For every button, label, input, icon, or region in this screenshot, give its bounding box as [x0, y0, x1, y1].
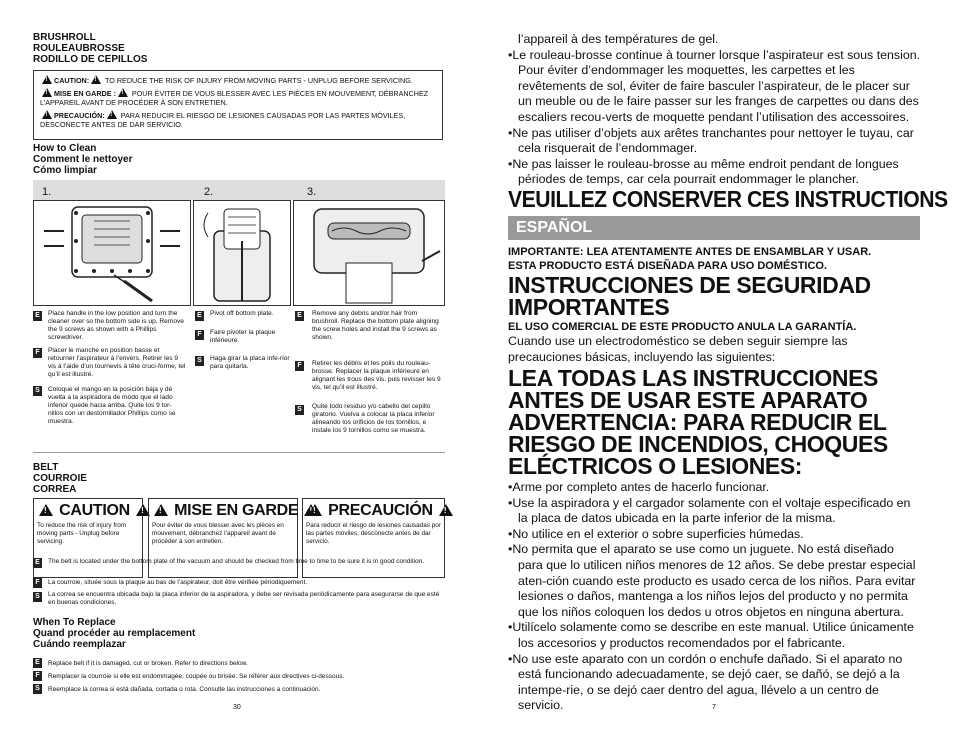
illustration-step-3 [293, 200, 445, 306]
step2-text-en: Pivot off bottom plate. [210, 310, 274, 317]
lang-badge-s: S [33, 592, 42, 602]
precaucion-warning-text: Para reducir el riesgo de lesiones causadas por las partes móviles, desconecte antes de dar servicio. [306, 522, 441, 545]
precaucion-warning-box [302, 498, 445, 578]
warning-icon [118, 88, 128, 97]
belt-text-en: The belt is located under the bottom plate of the vacuum and should be checked from time to time to be sure it is in good condition. [48, 558, 425, 565]
belt-heading [33, 462, 87, 495]
step3-text-es: Quite todo residuo y/o cabello del cepillo giratorio. Vuelva a colocar la placa inferior alineando los orificios de los tornillos, e instale los 9 tornillos como se muestra. [312, 403, 435, 434]
fr-bullet: •Le rouleau-brosse continue à tourner lorsque l’aspirateur est sous tension. Pour éviter d’endommager les moquettes, les carpettes et les revêtements de sol, éviter de faire basculer l’aspirateur, de le placer sur un meuble ou de le faire passer sur les franges de carpettes ou dans des escaliers recou-verts de moquette pendant l’utilisation des accessoires. [508, 47, 921, 124]
fr-bullet-text: Ne pas utiliser d’objets aux arêtes tranchantes pour nettoyer le tuyau, car cela risquerait de l’endommager. [512, 125, 914, 156]
caution-warning-text: To reduce the risk of injury from moving parts - Unplug before servicing. [37, 522, 127, 545]
warning-icon [42, 110, 52, 119]
warning-icon [42, 88, 52, 97]
warning-icon [107, 110, 117, 119]
lang-badge-s: S [33, 684, 42, 694]
caution-title-text: CAUTION [59, 502, 130, 519]
divider [33, 452, 445, 453]
brushroll-heading-es: RODILLO DE CEPILLOS [33, 54, 148, 65]
belt-heading-en: BELT [33, 462, 59, 473]
belt-heading-es: CORREA [33, 484, 77, 495]
replace-text-fr: Remplacer la courroie si elle est endommagée, coupée ou brisée. Se référer aux directives ci-dessous. [48, 673, 345, 680]
precaucion-text: PARA REDUCIR EL RIESGO DE LESIONES CAUSADAS POR LAS PARTES MÓVILES, DESCONECTE ANTES DE DAR SERVICIO. [40, 110, 406, 129]
es-bullet-text: Utilícelo solamente como se describe en este manual. Utilice únicamente los accesorios y productos recomendados por el fabricante. [512, 620, 914, 650]
keep-instructions-heading: VEUILLEZ CONSERVER CES INSTRUCTIONS [508, 186, 948, 212]
lang-badge-e: E [195, 311, 204, 321]
advertencia-heading: ADVERTENCIA: PARA REDUCIR EL RIESGO DE INCENDIOS, CHOQUES ELÉCTRICOS O LESIONES: [508, 409, 888, 479]
when-to-replace-es: Cuándo reemplazar [33, 639, 126, 650]
when-to-replace-fr: Quand procéder au remplacement [33, 628, 196, 639]
es-bullet: •No use este aparato con un cordón o enchufe dañado. Si el aparato no está funcionando adecuadamente, se dejó caer, se dañó, se dejó a la intempe-rie, o se dejó caer dentro del agua, llévelo a un centro de servicio. [508, 651, 903, 713]
belt-heading-fr: COURROIE [33, 473, 87, 484]
warning-icon [39, 504, 53, 516]
mise-en-garde-label: MISE EN GARDE : [54, 88, 116, 98]
warning-icon [91, 75, 101, 84]
mise-en-garde-warning-text: Pour éviter de vous blesser avec les pièces en mouvement, débranchez l’appareil avant de procéder à son entretien. [152, 522, 284, 545]
cuando-text: Cuando use un electrodoméstico se deben seguir siempre las precauciones básicas, incluyendo las siguientes: [508, 334, 848, 364]
comercial-text: EL USO COMERCIAL DE ESTE PRODUCTO ANULA LA GARANTÍA. [508, 321, 857, 333]
step2-text-fr: Faire pivoter la plaque inférieure. [210, 329, 276, 344]
warning-icon [308, 504, 322, 516]
lang-badge-s: S [33, 386, 42, 396]
caution-line-es [40, 110, 436, 130]
step-number-2: 2. [204, 186, 214, 198]
illustration-step-2 [193, 200, 291, 306]
lang-badge-e: E [295, 311, 304, 321]
importante-block [508, 245, 922, 273]
caution-line-en [40, 75, 436, 86]
fr-bullet: •Ne pas laisser le rouleau-brosse au même endroit pendant de longues périodes de temps, car cela pourrait endommager le plancher. [508, 156, 899, 187]
replace-text-es: Reemplace la correa si está dañada, cortada o rota. Consulte las instrucciones a continuación. [48, 686, 321, 693]
fr-bullet: •Ne pas utiliser d’objets aux arêtes tranchantes pour nettoyer le tuyau, car cela risquerait de l’endommager. [508, 125, 914, 156]
step-number-3: 3. [307, 186, 317, 198]
warning-icon [42, 75, 52, 84]
es-bullet-text: No permita que el aparato se use como un juguete. No está diseñado para que lo utilicen niños menores de 12 años. Se debe prestar especial aten-ción cuando este producto es usado cerca de los niños. Para evitar lesiones o daños, mantenga a los niños lejos del producto y no permita que los niños coloquen los dedos u otros objetos en ninguna abertura. [512, 542, 916, 619]
es-bullet-text: Use la aspiradora y el cargador solamente con el voltaje especificado en la placa de datos ubicada en la parte inferior de la misma. [512, 495, 911, 526]
es-bullet: •Arme por completo antes de hacerlo funcionar. [508, 480, 770, 494]
es-bullet: •No utilice en el exterior o sobre superficies húmedas. [508, 526, 804, 541]
es-bullet: •No permita que el aparato se use como un juguete. No está diseñado para que lo utilicen niños menores de 12 años. Se debe prestar especial aten-ción cuando este producto es usado cerca de los niños. Para evitar lesiones o daños, mantenga a los niños lejos del producto y no permita que los niños coloquen los dedos u otros objetos en ninguna abertura. [508, 542, 916, 619]
how-to-clean-en: How to Clean [33, 143, 97, 154]
lang-badge-f: F [33, 348, 42, 358]
spanish-safety-list [508, 480, 922, 714]
page-number-left: 30 [233, 704, 241, 711]
step1-text-en: Place handle in the low position and turn the cleaner over so the bottom side is up. Remove the 9 screws as shown with a Phillips screwdriver. [48, 310, 184, 341]
steps-bar [33, 180, 445, 200]
espanol-banner: ESPAÑOL [508, 216, 920, 240]
fr-bullet-text: Ne pas laisser le rouleau-brosse au même endroit pendant de longues périodes de temps, car cela pourrait endommager le plancher. [512, 156, 899, 187]
lang-badge-e: E [33, 311, 42, 321]
instrucciones-heading: INSTRUCCIONES DE SEGURIDAD IMPORTANTES [508, 272, 871, 320]
lang-badge-f: F [195, 330, 204, 340]
mise-en-garde-warning-box [148, 498, 298, 578]
caution-warning-title [37, 502, 139, 520]
brushroll-heading-fr: ROULEAUBROSSE [33, 43, 125, 54]
precaucion-title-text: PRECAUCIÓN [328, 502, 433, 519]
belt-text-es: La correa se encuentra ubicada bajo la placa inferior de la aspiradora, y debe ser revisada periódicamente para asegurarse de que esté en buenas condiciones. [48, 591, 440, 606]
step-number-1: 1. [42, 186, 52, 198]
when-to-replace-heading [33, 617, 195, 650]
precaucion-warning-title [306, 502, 441, 520]
how-to-clean-fr: Comment le nettoyer [33, 154, 133, 165]
step1-text-es: Coloque el mango en la posición baja y dé vuelta a la aspiradora de modo que el lado inferior quede hacia arriba. Quite los 9 tor-nillos con un destornillador Phillips como se muestra. [48, 386, 176, 425]
mise-en-garde-warning-title [152, 502, 299, 520]
importante-text: IMPORTANTE: LEA ATENTAMENTE ANTES DE ENSAMBLAR Y USAR. [508, 246, 872, 258]
step3-text-fr: Retirer les débris et les poils du rouleau-brosse. Replacer la plaque inférieure en alignant les trous des vis, puis revisser les 9 vis, tel qu’il est illustré. [312, 360, 441, 391]
fr-bullet-text: Le rouleau-brosse continue à tourner lorsque l’aspirateur est sous tension. Pour éviter d’endommager les moquettes, les carpettes et les revêtements de sol, éviter de faire basculer l’aspirateur, de le placer sur un meuble ou de le faire passer sur les franges de carpettes ou dans des escaliers recou-verts de moquette pendant l’utilisation des accessoires. [512, 47, 921, 124]
mise-en-garde-text: POUR ÉVITER DE VOUS BLESSER AVEC LES PIÈCES EN MOUVEMENT, DÉBRANCHEZ L’APPAREIL AVANT DE PROCÉDER À SON ENTRETIEN. [40, 88, 429, 107]
es-bullet-text: No utilice en el exterior o sobre superficies húmedas. [512, 526, 804, 541]
lang-badge-f: F [33, 671, 42, 681]
belt-text-fr: La courroie, située sous la plaque au bas de l’aspirateur, doit être vérifiée périodiquement. [48, 579, 308, 586]
caution-text: TO REDUCE THE RISK OF INJURY FROM MOVING PARTS - UNPLUG BEFORE SERVICING. [105, 76, 413, 85]
lang-badge-s: S [295, 405, 304, 415]
french-safety-continued [508, 32, 922, 188]
es-bullet: •Utilícelo solamente como se describe en este manual. Utilice únicamente los accesorios y productos recomendados por el fabricante. [508, 620, 914, 650]
brushroll-heading-en: BRUSHROLL [33, 32, 96, 43]
how-to-clean-heading [33, 143, 132, 176]
caution-label: CAUTION: [54, 76, 90, 85]
brushroll-heading [33, 32, 147, 65]
when-to-replace-en: When To Replace [33, 617, 116, 628]
caution-line-fr [40, 88, 436, 108]
lang-badge-e: E [33, 558, 42, 568]
caution-warning-box [33, 498, 143, 578]
step3-text-en: Remove any debris and/or hair from brushroll. Replace the bottom plate aligning the screw holes and install the 9 screws as shown. [312, 310, 439, 341]
page-number-right: 7 [712, 704, 716, 711]
es-bullet: •Use la aspiradora y el cargador solamente con el voltaje especificado en la placa de datos ubicada en la parte inferior de la misma. [508, 495, 911, 526]
precaucion-label: PRECAUCIÓN: [54, 110, 105, 120]
step2-text-es: Haga girar la placa infe-rior para quitarla. [210, 355, 290, 370]
lang-badge-f: F [33, 578, 42, 588]
lang-badge-f: F [295, 361, 304, 371]
step1-text-fr: Placer le manche en position basse et retourner l’aspirateur à l’envers. Retirer les 9 vis à l’aide d’un tournevis à tête cruci-forme, tel qu’il est illustré. [48, 347, 186, 378]
warning-icon [439, 504, 453, 516]
intro-continuation: l’appareil à des températures de gel. [518, 32, 719, 46]
caution-box [33, 70, 443, 140]
mise-en-garde-title-text: MISE EN GARDE [174, 502, 299, 519]
domestico-text: ESTA PRODUCTO ESTÁ DISEÑADA PARA USO DOMÉSTICO. [508, 260, 828, 272]
lang-badge-s: S [195, 356, 204, 366]
how-to-clean-es: Cómo limpiar [33, 165, 97, 176]
replace-text-en: Replace belt if it is damaged, cut or broken. Refer to directions below. [48, 660, 248, 667]
lea-heading: LEA TODAS LAS INSTRUCCIONES ANTES DE USAR ESTE APARATO [508, 365, 879, 413]
es-bullet-text: No use este aparato con un cordón o enchufe dañado. Si el aparato no está funcionando adecuadamente, se dejó caer, se dañó, se dejó a la intempe-rie, o se dejó caer dentro del agua, llévelo a un centro de servicio. [512, 651, 903, 713]
es-bullet-text: Arme por completo antes de hacerlo funcionar. [512, 480, 770, 494]
illustration-step-1 [33, 200, 191, 306]
lang-badge-e: E [33, 658, 42, 668]
warning-icon [154, 504, 168, 516]
